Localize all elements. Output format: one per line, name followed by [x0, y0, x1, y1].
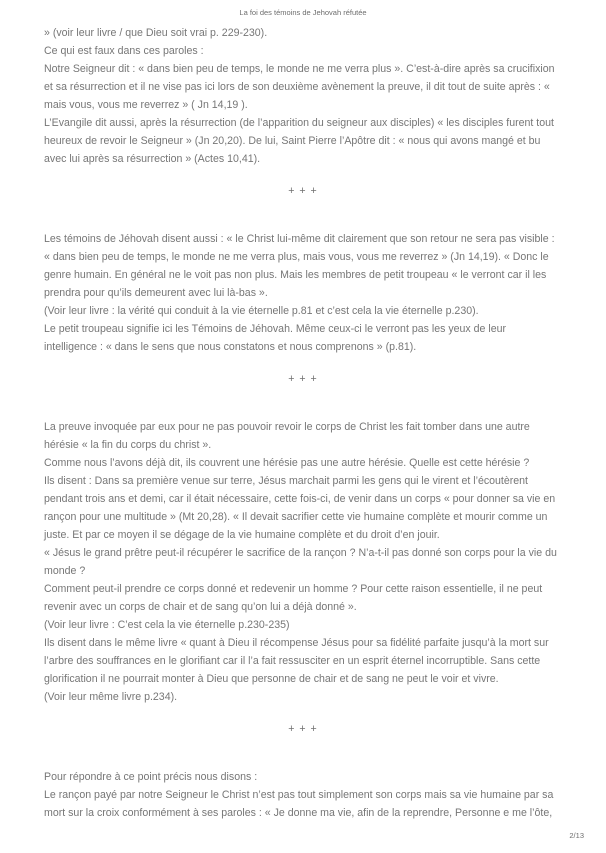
text-line: rançon pour une multitude » (Mt 20,28). « Il devait sacrifier cette vie humaine complète et mourir comme un — [44, 511, 548, 523]
page-number-indicator: 2/13 — [569, 831, 584, 840]
text-line: intelligence : « dans le sens que nous constatons et nous comprenons » (p.81). — [44, 341, 417, 353]
text-line: genre humain. En général ne le voit pas non plus. Mais les membres de petit troupeau « le verront car il les — [44, 269, 547, 281]
paragraph — [44, 230, 562, 356]
running-header-title: La foi des témoins de Jehovah réfutée — [239, 8, 367, 17]
text-line: mais vous, vous me reverrez » ( Jn 14,19 ). — [44, 99, 248, 111]
text-line: Le rançon payé par notre Seigneur le Christ n’est pas tout simplement son corps mais sa vie humaine par sa — [44, 789, 554, 801]
text-line: pendant trois ans et demi, car il était nécessaire, cette fois-ci, de venir dans un corps « pour donner sa vie en — [44, 493, 556, 505]
section-separator: + + + — [288, 373, 318, 385]
text-line: » (voir leur livre / que Dieu soit vrai p. 229-230). — [44, 27, 268, 39]
text-line: prendra pour qu’ils demeurent avec lui là-bas ». — [44, 287, 268, 299]
text-line: Le petit troupeau signifie ici les Témoins de Jéhovah. Même ceux-ci le verront pas les yeux de leur — [44, 323, 507, 335]
text-line: L’Evangile dit aussi, après la résurrection (de l’apparition du seigneur aux disciples) « les disciples furent tout — [44, 117, 554, 129]
document-body — [44, 24, 562, 822]
paragraph — [44, 24, 562, 168]
text-line: mort sur la croix conformément à ses paroles : « Je donne ma vie, afin de la reprendre, Personne e me l’ôte, — [44, 807, 553, 819]
text-line: avec lui après sa résurrection » (Actes 10,41). — [44, 153, 261, 165]
section-separator: + + + — [288, 723, 318, 735]
text-line: (Voir leur livre : la vérité qui conduit à la vie éternelle p.81 et c’est cela la vie éternelle p.230). — [44, 305, 479, 317]
text-line: glorification il ne pourrait monter à Dieu que personne de chair et de sang ne peut le voir et vivre. — [44, 673, 499, 685]
text-line: Comment peut-il prendre ce corps donné et redevenir un homme ? Pour cette raison essentielle, il ne peut — [44, 583, 543, 595]
text-line: (Voir leur même livre p.234). — [44, 691, 178, 703]
section-separator: + + + — [288, 185, 318, 197]
text-line: hérésie « la fin du corps du christ ». — [44, 439, 212, 451]
text-line: l’arbre des souffrances en le glorifiant car il l’a fait ressusciter en un esprit éternel incorruptible. Sans cette — [44, 655, 541, 667]
text-line: Ils disent : Dans sa première venue sur terre, Jésus marchait parmi les gens qui le virent et l’écoutèrent — [44, 475, 529, 487]
text-line: « dans bien peu de temps, le monde ne me verra plus, mais vous, vous me reverrez » (Jn 14,19). « Donc le — [44, 251, 549, 263]
text-line: revenir avec un corps de chair et de sang qu’on lui a déjà donné ». — [44, 601, 357, 613]
text-line: Notre Seigneur dit : « dans bien peu de temps, le monde ne me verra plus ». C’est-à-dire après sa crucifixion — [44, 63, 555, 75]
text-line: Les témoins de Jéhovah disent aussi : « le Christ lui-même dit clairement que son retour ne sera pas visible : — [44, 233, 555, 245]
paragraph — [44, 418, 562, 706]
text-line: (Voir leur livre : C’est cela la vie éternelle p.230-235) — [44, 619, 290, 631]
text-line: Ils disent dans le même livre « quant à Dieu il récompense Jésus pour sa fidélité parfaite jusqu’à la mort sur — [44, 637, 549, 649]
text-line: « Jésus le grand prêtre peut-il récupérer le sacrifice de la rançon ? N’a-t-il pas donné son corps pour la vie du — [44, 547, 557, 559]
text-line: heureux de revoir le Seigneur » (Jn 20,20). De lui, Saint Pierre l’Apôtre dit : « nous qui avons mangé et bu — [44, 135, 541, 147]
text-line: monde ? — [44, 565, 86, 577]
text-line: et sa résurrection et il ne vise pas ici lors de son deuxième avènement la preuve, il dit tout de suite après : « — [44, 81, 550, 93]
text-line: La preuve invoquée par eux pour ne pas pouvoir revoir le corps de Christ les fait tomber dans une autre — [44, 421, 530, 433]
text-line: Comme nous l’avons déjà dit, ils couvrent une hérésie pas une autre hérésie. Quelle est cette hérésie ? — [44, 457, 530, 469]
text-line: Pour répondre à ce point précis nous disons : — [44, 771, 258, 783]
paragraph — [44, 768, 562, 822]
text-line: juste. Et par ce moyen il se dégage de la vie humaine complète et du droit d’en jouir. — [44, 529, 440, 541]
text-line: Ce qui est faux dans ces paroles : — [44, 45, 204, 57]
